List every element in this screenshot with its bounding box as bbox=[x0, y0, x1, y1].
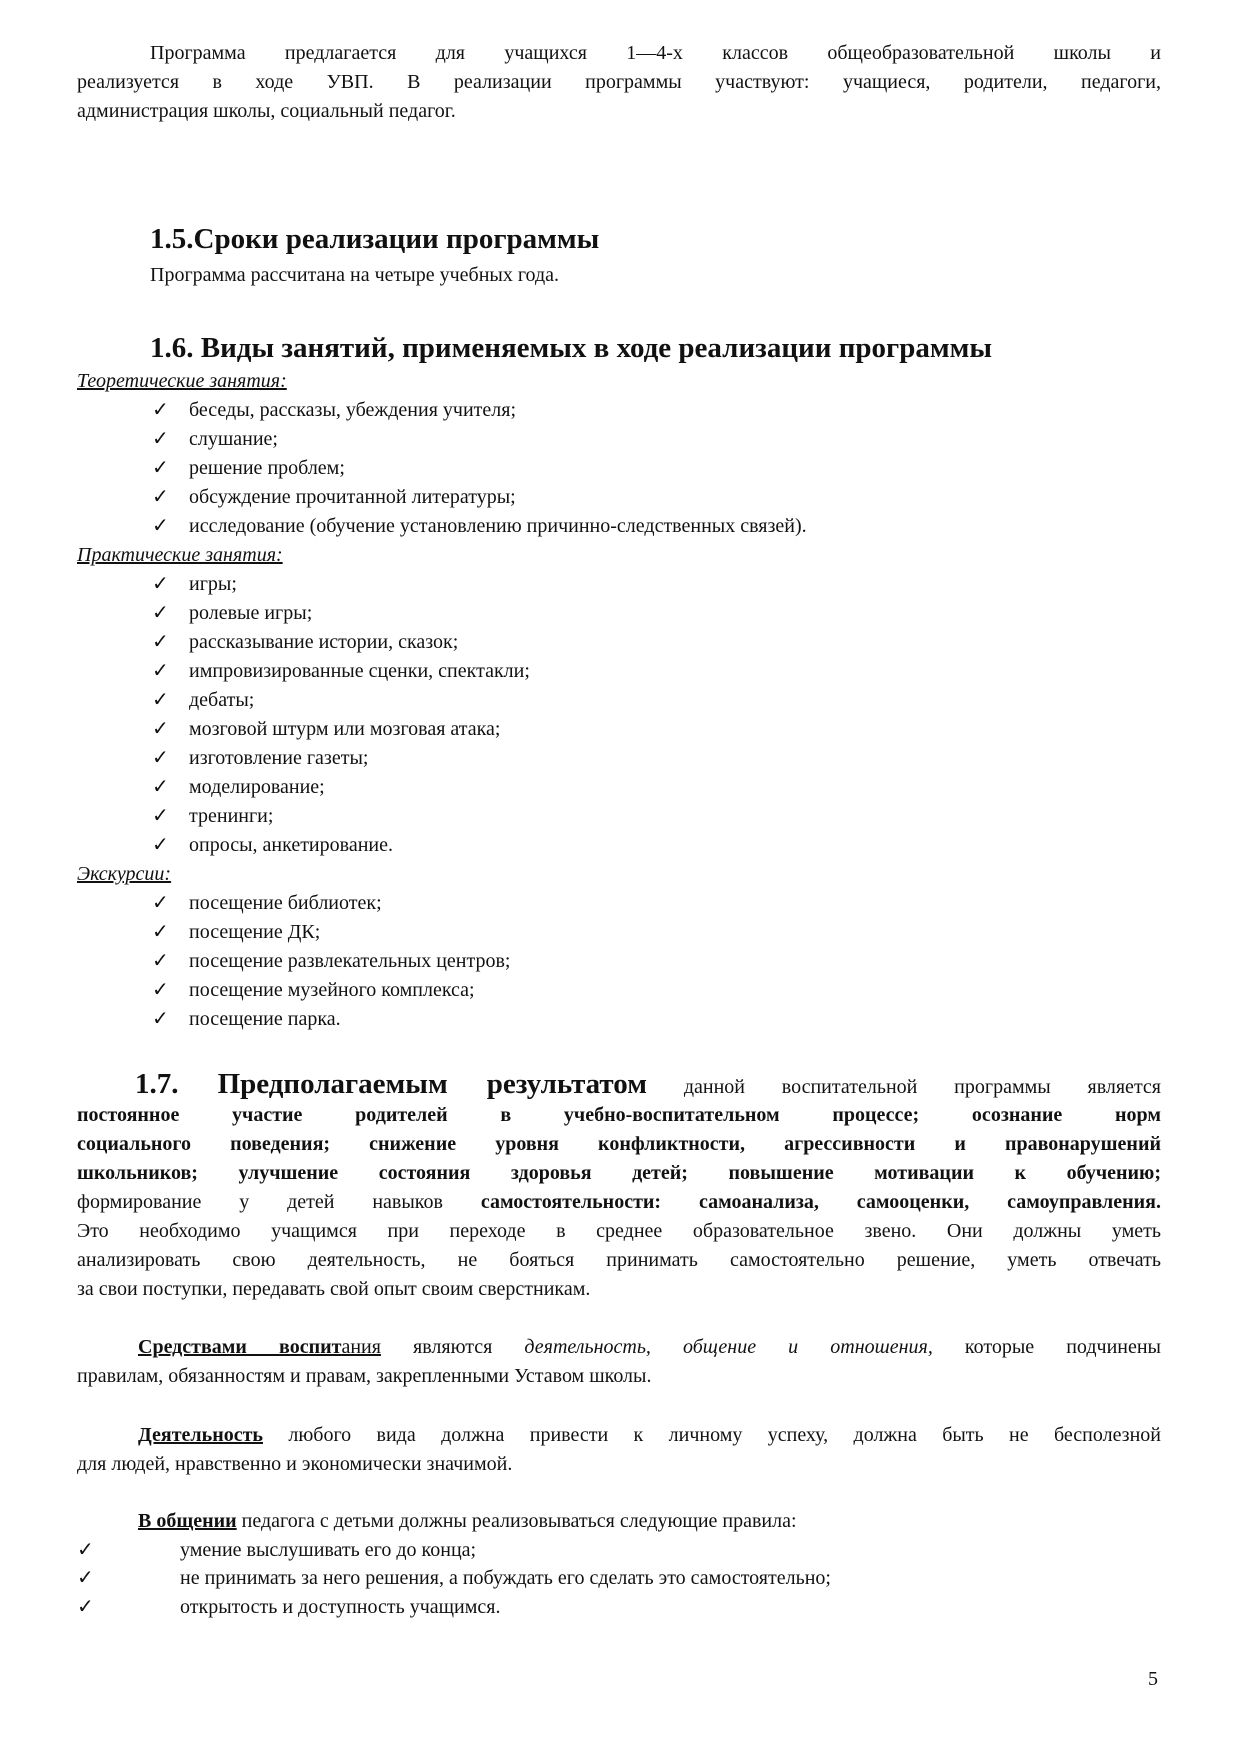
text: формирование у детей навыков bbox=[77, 1191, 481, 1213]
list-item-text: беседы, рассказы, убеждения учителя; bbox=[189, 399, 517, 421]
result-line: школьников; улучшение состояния здоровья детей; повышение мотивации к обучению; bbox=[77, 1162, 1161, 1184]
result-line: постоянное участие родителей в учебно-воспитательном процессе; осознание норм bbox=[77, 1104, 1161, 1126]
list-item bbox=[152, 657, 530, 686]
list-item bbox=[152, 773, 325, 802]
text: В общении bbox=[138, 1510, 237, 1532]
text: являются bbox=[380, 1336, 525, 1358]
text: деятельность, общение и отношения, bbox=[524, 1336, 933, 1358]
text: ания bbox=[341, 1336, 381, 1358]
list-item bbox=[152, 889, 382, 918]
check-icon: ✓ bbox=[152, 573, 169, 595]
list-item bbox=[152, 454, 345, 483]
rule-item bbox=[77, 1564, 831, 1593]
communication-line bbox=[77, 1507, 1222, 1536]
text: самостоятельности: самоанализа, самооценки, самоуправления. bbox=[480, 1191, 1161, 1213]
list-item bbox=[152, 425, 278, 454]
list-item bbox=[152, 1005, 341, 1034]
check-icon: ✓ bbox=[152, 689, 169, 711]
check-icon: ✓ bbox=[152, 921, 169, 943]
activity-group-title: Теоретические занятия: bbox=[77, 370, 287, 392]
list-item-text: тренинги; bbox=[189, 805, 274, 827]
activity-line: для людей, нравственно и экономически значимой. bbox=[77, 1453, 513, 1475]
check-icon: ✓ bbox=[152, 602, 169, 624]
check-icon: ✓ bbox=[152, 950, 169, 972]
means-line bbox=[77, 1333, 1161, 1362]
list-item-text: импровизированные сценки, спектакли; bbox=[189, 660, 530, 682]
section-heading-1-6: 1.6. Виды занятий, применяемых в ходе реализации программы bbox=[150, 332, 992, 364]
list-item bbox=[152, 628, 458, 657]
list-item-text: слушание; bbox=[189, 428, 278, 450]
means-line: правилам, обязанностям и правам, закрепленными Уставом школы. bbox=[77, 1365, 652, 1387]
activity-line bbox=[77, 1421, 1161, 1450]
check-icon: ✓ bbox=[152, 1008, 169, 1030]
list-item-text: дебаты; bbox=[189, 689, 255, 711]
list-item bbox=[152, 396, 516, 425]
list-item-text: посещение библиотек; bbox=[189, 892, 382, 914]
result-line bbox=[77, 1188, 1161, 1217]
check-icon: ✓ bbox=[152, 747, 169, 769]
list-item bbox=[152, 744, 368, 773]
list-item-text: моделирование; bbox=[189, 776, 325, 798]
list-item-text: посещение музейного комплекса; bbox=[189, 979, 475, 1001]
list-item bbox=[152, 918, 320, 947]
list-item-text: посещение ДК; bbox=[189, 921, 321, 943]
list-item-text: рассказывание истории, сказок; bbox=[189, 631, 459, 653]
list-item bbox=[152, 976, 475, 1005]
text: умение выслушивать его до конца; bbox=[180, 1539, 477, 1561]
check-icon: ✓ bbox=[152, 979, 169, 1001]
check-icon: ✓ bbox=[152, 399, 169, 421]
list-item bbox=[152, 715, 500, 744]
check-icon: ✓ bbox=[152, 834, 169, 856]
rule-item bbox=[77, 1593, 501, 1622]
list-item bbox=[152, 686, 254, 715]
activity-group-title: Экскурсии: bbox=[77, 863, 172, 885]
result-line: за свои поступки, передавать свой опыт своим сверстникам. bbox=[77, 1278, 591, 1300]
list-item-text: обсуждение прочитанной литературы; bbox=[189, 486, 516, 508]
list-item bbox=[152, 831, 393, 860]
check-icon: ✓ bbox=[152, 486, 169, 508]
check-icon: ✓ bbox=[152, 457, 169, 479]
check-icon: ✓ bbox=[152, 660, 169, 682]
check-icon: ✓ bbox=[152, 515, 169, 537]
section-heading-1-7: 1.7. Предполагаемым результатом bbox=[135, 1068, 647, 1100]
intro-line: Программа предлагается для учащихся 1—4-х классов общеобразовательной школы и bbox=[150, 42, 1161, 64]
check-icon: ✓ bbox=[77, 1596, 94, 1618]
text: Средствами воспит bbox=[138, 1336, 342, 1358]
text: не принимать за него решения, а побуждать его сделать это самостоятельно; bbox=[180, 1567, 831, 1589]
list-item bbox=[152, 802, 273, 831]
check-icon: ✓ bbox=[152, 631, 169, 653]
list-item bbox=[152, 947, 510, 976]
section-text: Программа рассчитана на четыре учебных года. bbox=[150, 264, 560, 286]
list-item bbox=[152, 483, 516, 512]
page-number: 5 bbox=[1148, 1668, 1158, 1690]
intro-line: администрация школы, социальный педагог. bbox=[77, 100, 456, 122]
intro-line: реализуется в ходе УВП. В реализации программы участвуют: учащиеся, родители, педагоги, bbox=[77, 71, 1161, 93]
activity-group-title: Практические занятия: bbox=[77, 544, 283, 566]
list-item bbox=[152, 570, 237, 599]
check-icon: ✓ bbox=[77, 1539, 94, 1561]
check-icon: ✓ bbox=[152, 805, 169, 827]
list-item-text: исследование (обучение установлению причинно-следственных связей). bbox=[189, 515, 807, 537]
list-item-text: опросы, анкетирование. bbox=[189, 834, 393, 856]
result-line: анализировать свою деятельность, не бояться принимать самостоятельно решение, уметь отвечать bbox=[77, 1249, 1161, 1271]
result-line bbox=[135, 1066, 1161, 1102]
check-icon: ✓ bbox=[77, 1567, 94, 1589]
list-item-text: решение проблем; bbox=[189, 457, 345, 479]
text: которые подчинены bbox=[932, 1336, 1161, 1358]
check-icon: ✓ bbox=[152, 892, 169, 914]
check-icon: ✓ bbox=[152, 776, 169, 798]
text: данной воспитательной программы является bbox=[683, 1076, 1161, 1098]
section-heading-1-5: 1.5.Сроки реализации программы bbox=[150, 223, 600, 255]
list-item-text: посещение развлекательных центров; bbox=[189, 950, 511, 972]
rule-item bbox=[77, 1536, 476, 1565]
list-item-text: посещение парка. bbox=[189, 1008, 341, 1030]
check-icon: ✓ bbox=[152, 428, 169, 450]
list-item bbox=[152, 599, 312, 628]
text: педагога с детьми должны реализовываться следующие правила: bbox=[236, 1510, 797, 1532]
check-icon: ✓ bbox=[152, 718, 169, 740]
result-line: социального поведения; снижение уровня конфликтности, агрессивности и правонарушений bbox=[77, 1133, 1161, 1155]
result-line: Это необходимо учащимся при переходе в среднее образовательное звено. Они должны уметь bbox=[77, 1220, 1161, 1242]
text: Деятельность bbox=[138, 1424, 263, 1446]
text: любого вида должна привести к личному успеху, должна быть не бесполезной bbox=[263, 1424, 1161, 1446]
list-item-text: изготовление газеты; bbox=[189, 747, 369, 769]
text: открытость и доступность учащимся. bbox=[180, 1596, 501, 1618]
list-item-text: ролевые игры; bbox=[189, 602, 313, 624]
list-item-text: мозговой штурм или мозговая атака; bbox=[189, 718, 501, 740]
list-item bbox=[152, 512, 807, 541]
list-item-text: игры; bbox=[189, 573, 237, 595]
